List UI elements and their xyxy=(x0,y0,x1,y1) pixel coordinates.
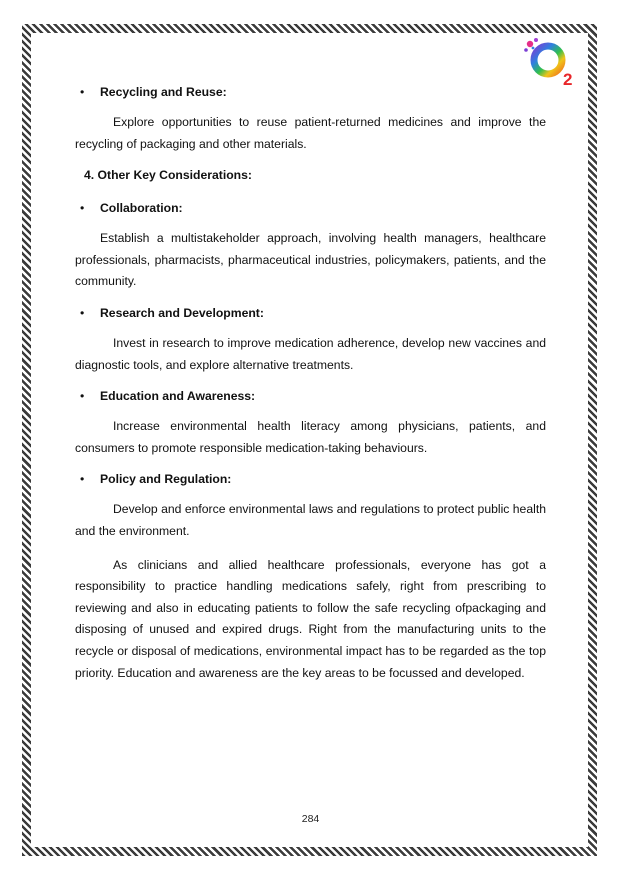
bullet-icon: • xyxy=(80,305,85,320)
collaboration-heading: • Collaboration: xyxy=(80,201,183,216)
research-body: Invest in research to improve medication adherence, develop new vaccines and diagnostic tools, and explore alternative treatments. xyxy=(75,335,546,372)
bullet-icon: • xyxy=(80,389,85,404)
page-number: 284 xyxy=(301,813,320,825)
research-heading: • Research and Development: xyxy=(80,305,264,320)
logo-numeral-2: 2 xyxy=(563,70,573,89)
bullet-icon: • xyxy=(80,472,85,487)
page-content xyxy=(75,84,546,696)
policy-body: Develop and enforce environmental laws and regulations to protect public health and the environment. xyxy=(75,502,546,538)
recycling-heading: • Recycling and Reuse: xyxy=(80,85,227,99)
education-body: Increase environmental health literacy among physicians, patients, and consumers to promote responsible medication-taking behaviours. xyxy=(75,419,546,455)
closing-paragraph: As clinicians and allied healthcare professionals, everyone has got a responsibility to practice handling medications safely, right from prescribing to reviewing and also in educating patients to follow the safe recycling ofpackaging and disposing of unused and expired drugs. Right from the manufacturing units to the recycle or disposal of medications, environmental impact has to be regarded as the top priority. Education and awareness are the key areas to be focussed and developed. xyxy=(75,557,546,680)
bullet-icon: • xyxy=(80,85,85,99)
policy-heading: • Policy and Regulation: xyxy=(80,472,232,487)
collaboration-body: Establish a multistakeholder approach, involving health managers, healthcare professionals, pharmacists, pharmaceutical industries, policymakers, patients, and the community. xyxy=(75,231,546,289)
other-key-considerations-heading: 4. Other Key Considerations: xyxy=(84,168,252,183)
bullet-icon: • xyxy=(80,201,85,216)
education-heading: • Education and Awareness: xyxy=(80,389,256,404)
recycling-body: Explore opportunities to reuse patient-returned medicines and improve the recycling of packaging and other materials. xyxy=(75,115,546,151)
